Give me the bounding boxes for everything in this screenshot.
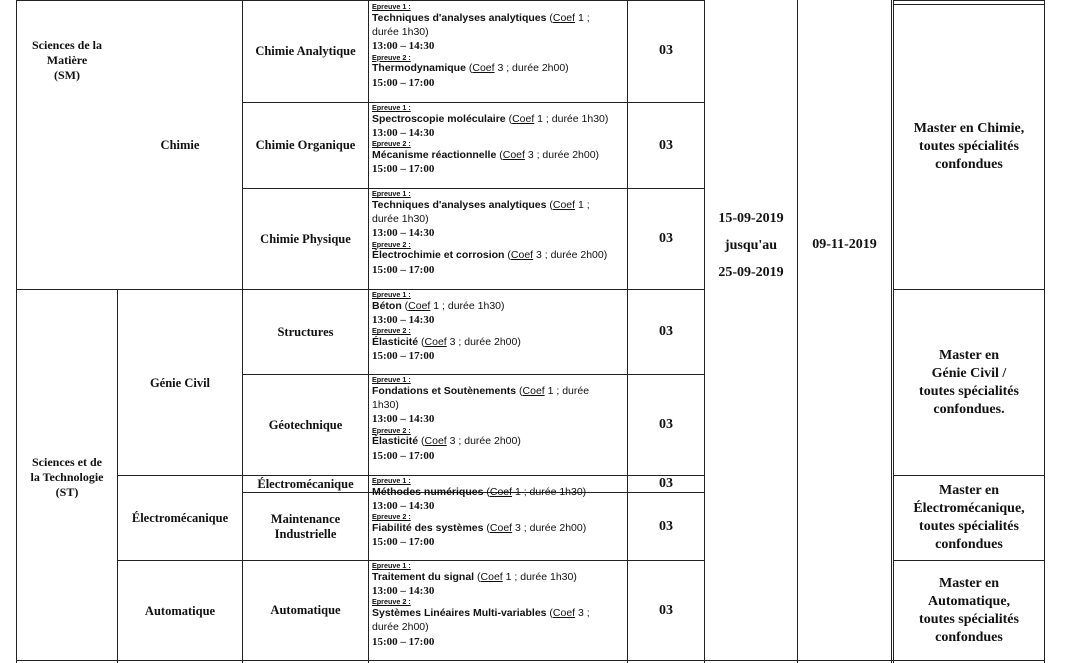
specialite-chimie-organique: Chimie Organique bbox=[255, 138, 356, 152]
exam1-time: 13:00 – 14:30 bbox=[372, 127, 435, 139]
exam1-coef: (Coef 1 ; bbox=[549, 11, 590, 24]
exam2-coef-cont: durée 2h00) bbox=[372, 621, 429, 634]
exam2-coef: (Coef 3 ; durée 2h00) bbox=[507, 249, 608, 262]
master-genie-civil-line3: toutes spécialités bbox=[919, 383, 1019, 399]
master-genie-civil-line1: Master en bbox=[939, 347, 999, 363]
domain-sm-line1: Sciences de la bbox=[32, 37, 102, 52]
exam1-name: Béton bbox=[372, 299, 402, 312]
master-automatique-line3: toutes spécialités bbox=[919, 611, 1019, 627]
epreuve2-label: Epreuve 2 : bbox=[372, 512, 411, 522]
exam2-time: 15:00 – 17:00 bbox=[372, 350, 435, 363]
exam2-name: Fiabilité des systèmes bbox=[372, 522, 484, 534]
domain-st-line1: Sciences et de bbox=[32, 454, 102, 469]
master-genie-civil bbox=[894, 290, 1044, 475]
epreuve2-label: Epreuve 2 : bbox=[372, 139, 411, 149]
exam1-name: Méthodes numériques bbox=[372, 485, 484, 498]
domain-st-line2: la Technologie bbox=[30, 469, 104, 484]
domain-sm-line3: (SM) bbox=[54, 67, 80, 82]
domain-st-line3: (ST) bbox=[55, 484, 79, 499]
places-automatique: 03 bbox=[659, 602, 673, 618]
master-chimie bbox=[894, 5, 1044, 289]
exam-block-structures bbox=[372, 291, 626, 364]
master-chimie-line2: toutes spécialités bbox=[919, 139, 1019, 154]
exam1-coef: (Coef 1 ; durée 1h30) bbox=[508, 112, 609, 125]
specialite-automatique: Automatique bbox=[270, 603, 341, 617]
places-geotechnique: 03 bbox=[659, 417, 673, 432]
exam-block-chimie-organique bbox=[372, 104, 626, 177]
exam1-name: Fondations et Soutènements bbox=[372, 384, 517, 397]
master-electromecanique bbox=[894, 476, 1044, 560]
master-electromecanique-line1: Master en bbox=[939, 483, 999, 498]
master-electromecanique-line2: Électromécanique, bbox=[913, 501, 1025, 516]
master-genie-civil-line4: confondues. bbox=[933, 401, 1005, 417]
specialite-chimie-physique: Chimie Physique bbox=[260, 231, 351, 246]
specialite-electromecanique: Électromécanique bbox=[257, 476, 354, 491]
exam1-time: 13:00 – 14:30 bbox=[372, 500, 435, 512]
exam2-time: 15:00 – 17:00 bbox=[372, 536, 435, 549]
exam1-time: 13:00 – 14:30 bbox=[372, 413, 435, 426]
exam1-name: Traitement du signal bbox=[372, 570, 475, 583]
places-chimie-analytique: 03 bbox=[659, 43, 673, 58]
exam-block-geotechnique bbox=[372, 376, 626, 463]
period-end: 25-09-2019 bbox=[718, 264, 784, 280]
master-automatique-line2: Automatique, bbox=[927, 593, 1011, 609]
exam2-coef: (Coef 3 ; durée 2h00) bbox=[468, 62, 569, 75]
exam2-name: Mécanisme réactionnelle bbox=[372, 149, 497, 161]
exam1-name: Spectroscopie moléculaire bbox=[372, 112, 506, 125]
master-electromecanique-line4: confondues bbox=[935, 537, 1003, 552]
epreuve2-label: Epreuve 2 : bbox=[372, 52, 411, 62]
epreuve1-label: Epreuve 1 : bbox=[372, 477, 411, 485]
master-chimie-line1: Master en Chimie, bbox=[913, 121, 1025, 136]
epreuve1-label: Epreuve 1 : bbox=[372, 562, 411, 570]
exam1-time: 13:00 – 14:30 bbox=[372, 314, 435, 326]
domain-sm bbox=[17, 30, 117, 90]
domain-st bbox=[17, 447, 117, 507]
epreuve2-label: Epreuve 2 : bbox=[372, 326, 411, 336]
exam2-coef: (Coef 3 ; durée 2h00) bbox=[499, 149, 600, 161]
master-chimie-line3: confondues bbox=[935, 157, 1003, 172]
epreuve1-label: Epreuve 1 : bbox=[372, 190, 411, 198]
exam2-time: 15:00 – 17:00 bbox=[372, 263, 435, 276]
master-automatique bbox=[894, 561, 1044, 660]
specialite-maintenance-line2: Industrielle bbox=[274, 526, 337, 541]
period-start: 15-09-2019 bbox=[718, 210, 784, 226]
period-until: jusqu'au bbox=[724, 237, 778, 253]
places-structures: 03 bbox=[659, 324, 673, 339]
filiere-genie-civil: Génie Civil bbox=[149, 375, 211, 390]
exam-block-chimie-physique bbox=[372, 190, 626, 277]
exam1-coef-cont: durée 1h30) bbox=[372, 213, 429, 225]
places-chimie-physique: 03 bbox=[659, 231, 673, 246]
exam2-name: Élasticité bbox=[372, 336, 419, 348]
exam2-name: Systèmes Linéaires Multi-variables bbox=[372, 607, 547, 619]
exam1-coef: (Coef 1 ; durée 1h30) bbox=[486, 485, 587, 498]
exam1-time: 13:00 – 14:30 bbox=[372, 40, 435, 53]
exam1-name: Techniques d'analyses analytiques bbox=[372, 11, 547, 24]
specialite-maintenance bbox=[243, 493, 368, 560]
exam2-time: 15:00 – 17:00 bbox=[372, 449, 435, 462]
registration-period bbox=[705, 200, 797, 290]
epreuve2-label: Epreuve 2 : bbox=[372, 239, 411, 249]
master-automatique-line4: confondues bbox=[935, 629, 1003, 645]
exam-block-automatique bbox=[372, 562, 626, 649]
specialite-geotechnique: Géotechnique bbox=[268, 417, 343, 432]
places-chimie-organique: 03 bbox=[659, 137, 673, 153]
exam2-coef: (Coef 3 ; durée 2h00) bbox=[486, 522, 587, 534]
places-maintenance: 03 bbox=[659, 518, 673, 534]
specialite-maintenance-line1: Maintenance bbox=[270, 511, 341, 526]
exam2-coef: (Coef 3 ; bbox=[549, 607, 590, 619]
exam1-time: 13:00 – 14:30 bbox=[372, 585, 435, 597]
master-genie-civil-line2: Génie Civil / bbox=[931, 365, 1007, 381]
exam1-name: Techniques d'analyses analytiques bbox=[372, 198, 547, 211]
exam2-coef: (Coef 3 ; durée 2h00) bbox=[421, 435, 521, 448]
exam-date: 09-11-2019 bbox=[812, 237, 877, 252]
filiere-automatique: Automatique bbox=[144, 603, 216, 618]
exam2-time: 15:00 – 17:00 bbox=[372, 163, 435, 176]
epreuve1-label: Epreuve 1 : bbox=[372, 291, 411, 299]
exam2-coef: (Coef 3 ; durée 2h00) bbox=[421, 336, 521, 348]
filiere-electromecanique: Électromécanique bbox=[131, 510, 229, 525]
exam1-coef: (Coef 1 ; bbox=[549, 198, 590, 211]
epreuve1-label: Epreuve 1 : bbox=[372, 104, 411, 112]
exam1-coef-cont: durée 1h30) bbox=[372, 26, 429, 38]
epreuve1-label: Epreuve 1 : bbox=[372, 3, 411, 11]
places-electromecanique: 03 bbox=[659, 476, 673, 491]
master-electromecanique-line3: toutes spécialités bbox=[919, 519, 1019, 534]
exam2-time: 15:00 – 17:00 bbox=[372, 76, 435, 89]
master-automatique-line1: Master en bbox=[939, 575, 999, 591]
epreuve2-label: Epreuve 2 : bbox=[372, 597, 411, 607]
epreuve1-label: Epreuve 1 : bbox=[372, 376, 411, 384]
exam2-name: Électrochimie et corrosion bbox=[372, 249, 505, 262]
exam1-coef: (Coef 1 ; durée 1h30) bbox=[477, 570, 577, 583]
specialite-chimie-analytique: Chimie Analytique bbox=[255, 43, 356, 58]
exam1-time: 13:00 – 14:30 bbox=[372, 227, 435, 240]
specialite-structures: Structures bbox=[277, 324, 334, 339]
exam2-time: 15:00 – 17:00 bbox=[372, 635, 435, 648]
domain-sm-line2: Matière bbox=[46, 52, 88, 67]
exam-block-chimie-analytique bbox=[372, 3, 626, 90]
epreuve2-label: Epreuve 2 : bbox=[372, 425, 411, 435]
exam1-coef: (Coef 1 ; durée 1h30) bbox=[404, 299, 505, 312]
filiere-chimie: Chimie bbox=[160, 137, 200, 152]
exam-block-electromecanique bbox=[372, 477, 626, 550]
exam1-coef: (Coef 1 ; durée bbox=[519, 384, 590, 397]
exam2-name: Thermodynamique bbox=[372, 62, 466, 75]
exam2-name: Élasticité bbox=[372, 435, 419, 448]
exam1-coef-cont: 1h30) bbox=[372, 399, 399, 411]
